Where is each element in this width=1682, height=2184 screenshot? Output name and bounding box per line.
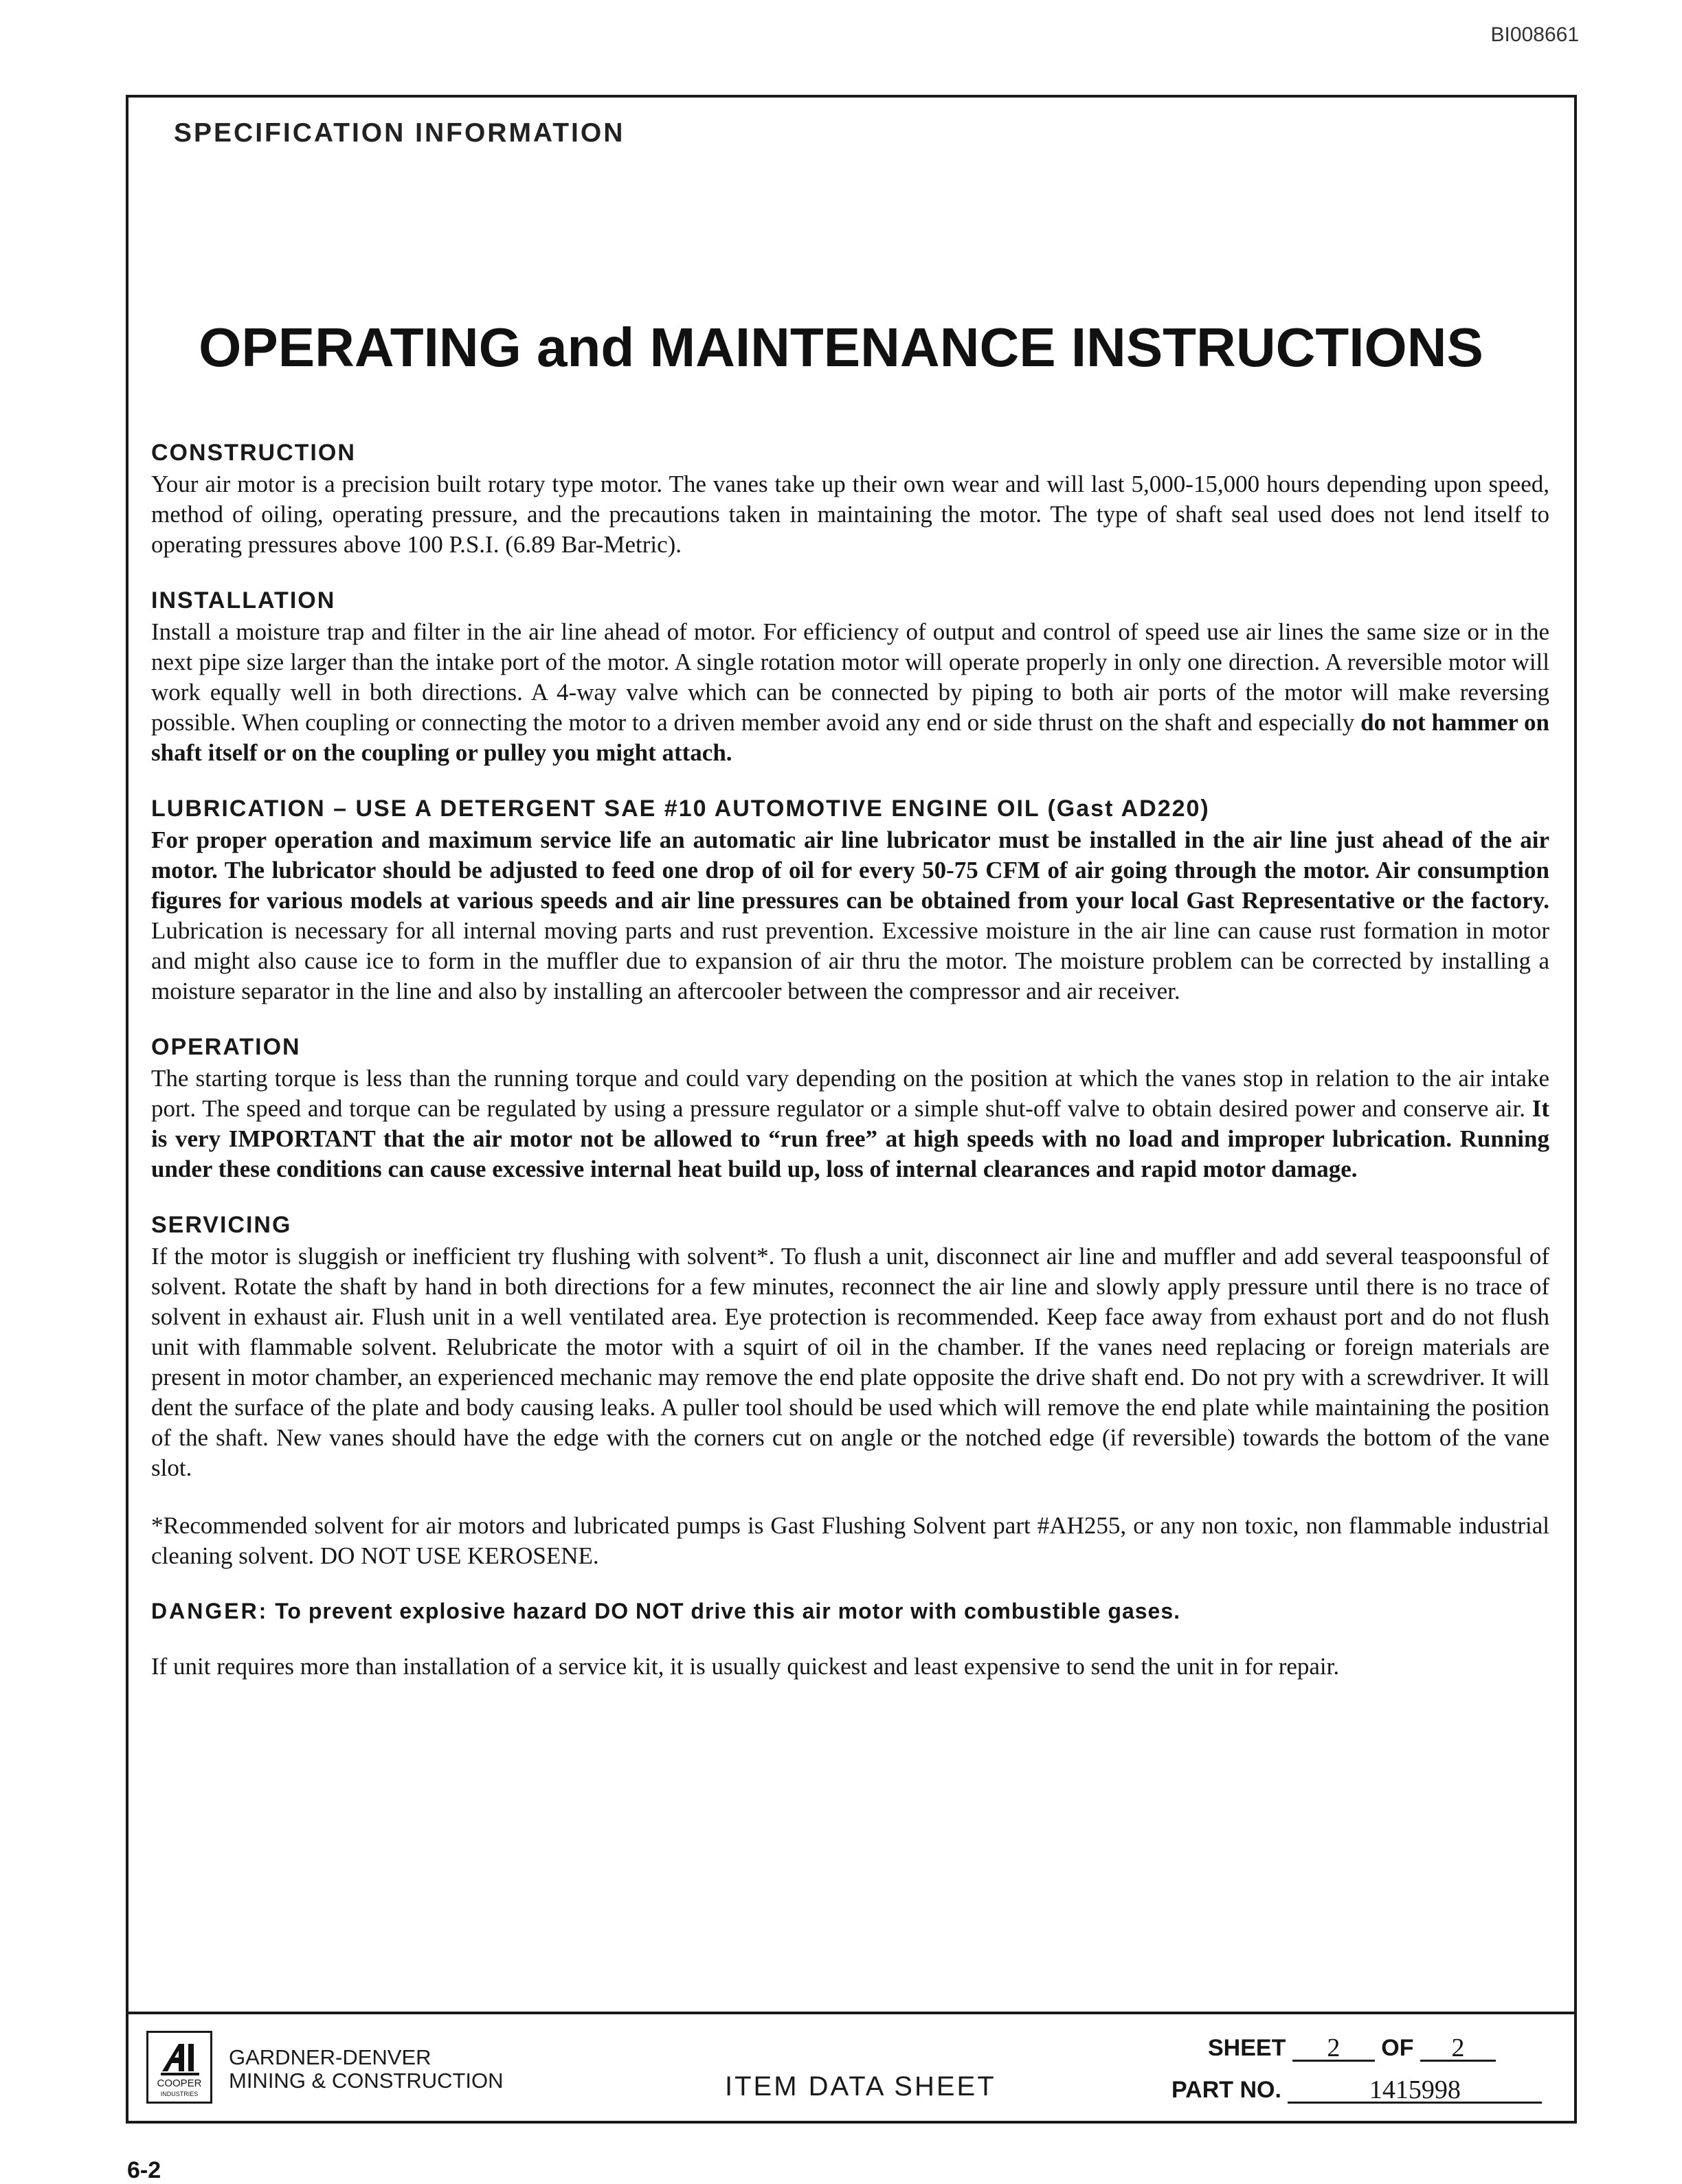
cooper-logo (146, 2031, 212, 2104)
part-value: 1415998 (1288, 2078, 1542, 2104)
construction-text (151, 469, 1549, 560)
cooper-logo-icon (158, 2038, 202, 2077)
danger-label: DANGER: (151, 1599, 269, 1623)
operation-section (151, 1034, 1549, 1184)
danger-notice (151, 1599, 1549, 1624)
instructions-body (151, 440, 1549, 1682)
logo-subtext: INDUSTRIES (160, 2091, 199, 2097)
repair-note: If unit requires more than installation of a service kit, it is usually quickest and least expensive to send the unit in for repair. (151, 1653, 1340, 1680)
part-number-row (1171, 2077, 1542, 2104)
document-id: BI008661 (1490, 23, 1579, 46)
sheet-value: 2 (1292, 2036, 1375, 2062)
operation-warning: It is very IMPORTANT that the air motor not be allowed to “run free” at high speeds with no load and improper lubrication. Running under these conditions can cause excessive internal heat build up, loss of internal clearances and rapid motor damage. (151, 1095, 1549, 1182)
servicing-paragraph: If the motor is sluggish or inefficient try flushing with solvent*. To flush a unit, disconnect air line and muffler and add several teaspoonsful of solvent. Rotate the shaft by hand in both directions for a few minutes, reconnect the air line and slowly apply pressure until there is no trace of solvent in exhaust air. Flush unit in a well ventilated area. Eye protection is recommended. Keep face away from exhaust port and do not flush unit with flammable solvent. Relubricate the motor with a squirt of oil in the chamber. If the vanes need replacing or foreign materials are present in motor chamber, an experienced mechanic may remove the end plate opposite the drive shaft end. Do not pry with a screwdriver. It will dent the surface of the plate and body causing leaks. A puller tool should be used which will remove the end plate while maintaining the position of the shaft. New vanes should have the edge with the corners cut on angle or the notched edge (if reversible) towards the bottom of the vane slot. (151, 1243, 1549, 1481)
part-label: PART NO. (1171, 2077, 1281, 2103)
operation-paragraph: The starting torque is less than the running torque and could vary depending on the position at which the vanes stop in relation to the air intake port. The speed and torque can be regulated by using a pressure regulator or a simple shut-off valve to obtain desired power and conserve air. (151, 1065, 1549, 1122)
lubrication-emphasis: For proper operation and maximum service life an automatic air line lubricator must be installed in the air line just ahead of the air motor. The lubricator should be adjusted to feed one drop of oil for every 50-75 CFM of air going through the motor. Air consumption figures for various models at various speeds and air line pressures can be obtained from your local Gast Representative or the factory. (151, 826, 1549, 914)
installation-section (151, 587, 1549, 768)
company-line-1: GARDNER-DENVER (229, 2045, 431, 2069)
construction-section (151, 440, 1549, 560)
company-line-2: MINING & CONSTRUCTION (229, 2069, 504, 2093)
lubrication-section (151, 796, 1549, 1006)
spec-info-header: SPECIFICATION INFORMATION (174, 118, 625, 148)
installation-paragraph: Install a moisture trap and filter in the air line ahead of motor. For efficiency of output and control of speed use air lines the same size or in the next pipe size larger than the intake port of the motor. A single rotation motor will operate properly in only one direction. A reversible motor will work equally well in both directions. A 4-way valve which can be connected by piping to both air ports of the motor will make reversing possible. When coupling or connecting the motor to a driven member avoid any end or side thrust on the shaft and especially (151, 618, 1549, 736)
sheet-number-row (1208, 2035, 1496, 2062)
installation-warning: do not hammer on shaft itself or on the coupling or pulley you might attach. (151, 709, 1550, 766)
lubrication-heading: LUBRICATION – USE A DETERGENT SAE #10 AUTOMOTIVE ENGINE OIL (Gast AD220) (151, 796, 1210, 822)
installation-heading: INSTALLATION (151, 587, 336, 613)
footer-divider (126, 2012, 1577, 2014)
construction-heading: CONSTRUCTION (151, 440, 356, 466)
sheet-label: SHEET (1208, 2035, 1286, 2061)
operation-heading: OPERATION (151, 1034, 301, 1060)
page-title: OPERATING and MAINTENANCE INSTRUCTIONS (199, 317, 1483, 378)
installation-text (151, 617, 1549, 768)
lubrication-paragraph: Lubrication is necessary for all internal moving parts and rust prevention. Excessive moisture in the air line can cause rust formation in motor and might also cause ice to form in the muffler due to expansion of air thru the motor. The moisture problem can be corrected by installing a moisture separator in the line and also by installing an aftercooler between the compressor and air receiver. (151, 917, 1549, 1004)
footnote-section (151, 1511, 1549, 1571)
servicing-section (151, 1212, 1549, 1483)
company-name (229, 2046, 504, 2093)
item-data-sheet-label: ITEM DATA SHEET (725, 2071, 996, 2102)
construction-paragraph: Your air motor is a precision built rotary type motor. The vanes take up their own wear and will last 5,000-15,000 hours depending upon speed, method of oiling, operating pressure, and the precautions taken in maintaining the motor. The type of shaft seal used does not lend itself to operating pressures above 100 P.S.I. (6.89 Bar-Metric). (151, 471, 1549, 558)
of-label: OF (1381, 2035, 1414, 2061)
lubrication-text (151, 825, 1549, 1006)
solvent-footnote: *Recommended solvent for air motors and lubricated pumps is Gast Flushing Solvent part #AH255, or any non toxic, non flammable industrial cleaning solvent. DO NOT USE KEROSENE. (151, 1512, 1549, 1569)
servicing-heading: SERVICING (151, 1212, 292, 1238)
logo-text: COOPER (157, 2078, 202, 2089)
of-value: 2 (1420, 2036, 1496, 2062)
operation-text (151, 1063, 1549, 1184)
page-number: 6-2 (127, 2157, 161, 2183)
danger-text: To prevent explosive hazard DO NOT drive this air motor with combustible gases. (275, 1599, 1181, 1623)
